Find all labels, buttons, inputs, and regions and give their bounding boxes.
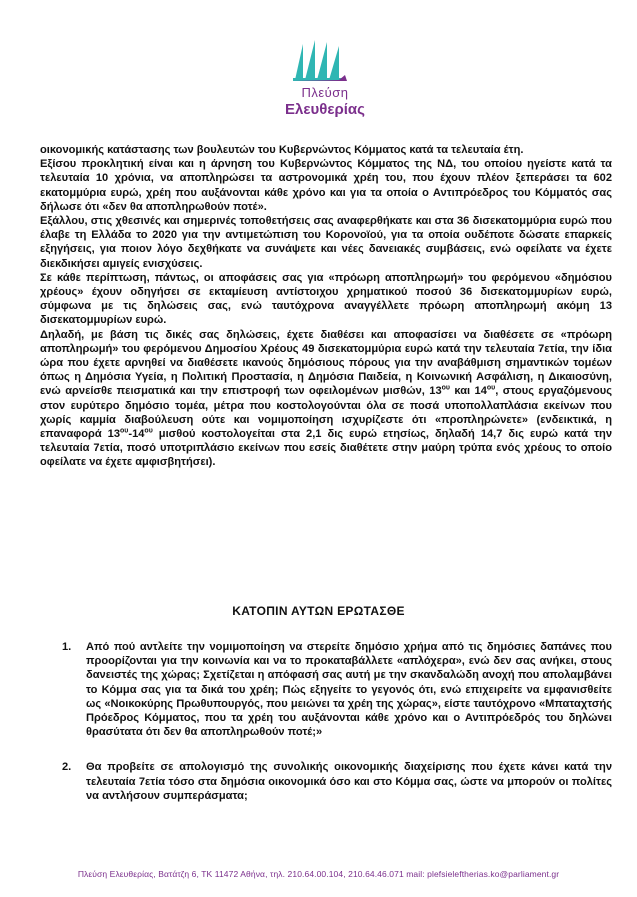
party-logo <box>275 40 365 130</box>
question-text: Από πού αντλείτε την νομιμοποίηση να στερείτε δημόσιο χρήμα από τις δημόσιες δαπάνες που προορίζονται για την κοινωνία και να το προκαταβάλλετε «απλόχερα», ενώ δεν σας ανήκει, στους δανειστές της χώρας; Σχετίζεται η απόφασή σας αυτή με την σκανδαλώδη ανοχή που απολαμβάνει το Κόμμα σας για τα δικά του χρέη; Πώς εξηγείτε το γεγονός ότι, ενώ επιχειρείτε να εμφανισθείτε ως «Νοικοκύρης Πρωθυπουργός, που μειώνει τα χρέη της χώρας», είστε ταυτόχρονο «Μπαταχτσής Πρόεδρος Κόμματος, που τα χρέη του αυξάνονται κάθε χρόνο και ο Αντιπρόεδρός του δηλώνει θρασύτατα ότι δεν θα αποπληρωθούν ποτέ;» <box>86 641 612 739</box>
superscript: ου <box>441 384 450 392</box>
footer-contact: Πλεύση Ελευθερίας, Βατάτζη 6, ΤΚ 11472 Αθήνα, τηλ. 210.64.00.104, 210.64.46.071 mail: plefsieleftherias.ko@parliament.gr <box>77 869 560 879</box>
paragraph: Σε κάθε περίπτωση, πάντως, οι αποφάσεις σας για «πρόωρη αποπληρωμή» του φερόμενου «δημόσιου χρέους» έχουν οδηγήσει σε εκταμίευση αντίστοιχου χρηματικού ποσού 36 δισεκατομμυρίων ευρώ, σύμφωνα με τις δηλώσεις σας, ενώ ταυτόχρονα αναγγέλλετε πρόωρη αποπληρωμή ακόμη 13 δισεκατομμυρίων ευρώ. <box>40 271 612 327</box>
questions-list <box>40 640 612 803</box>
superscript: ου <box>486 384 496 392</box>
logo-text-line2: Ελευθερίας <box>285 101 365 118</box>
superscript: ου <box>120 427 129 435</box>
paragraph: Εξάλλου, στις χθεσινές και σημερινές τοποθετήσεις σας αναφερθήκατε και στα 36 δισεκατομμύρια ευρώ που έλαβε τη Ελλάδα το 2020 για την αντιμετώπιση του Κορονοϊού, για τα οποία ουδέποτε δώσατε επαρκείς εξηγήσεις, για ποιον λόγο δεχθήκατε να συνάψετε και νέες δανειακές συμβάσεις, ενώ οφείλατε να έχετε διεκδικήσει αμιγείς ενισχύσεις. <box>40 215 612 270</box>
text-span: Δηλαδή, με βάση τις δικές σας δηλώσεις, έχετε διαθέσει και αποφασίσει να διαθέσετε σε «πρόωρη αποπληρωμή» του φερόμενου Δημοσίου Χρέους 49 δισεκατομμύρια ευρώ κατά την τελευταία 7ετία, την ίδια ώρα που έχετε αρνηθεί να διαθέσετε ικανούς δημόσιους πόρους για την αναβάθμιση σημαντικών τομέων όπως η Δημόσια Υγεία, η Πολιτική Προστασία, η Δημόσια Παιδεία, η Κοινωνική Ασφάλιση, η Δικαιοσύνη, ενώ αρνείσθε πεισματικά και την επιστροφή των οφειλομένων μισθών, 13 <box>40 328 612 398</box>
section-heading: ΚΑΤΟΠΙΝ ΑΥΤΩΝ ΕΡΩΤΑΣΘΕ <box>232 604 405 618</box>
paragraph: Εξίσου προκλητική είναι και η άρνηση του Κυβερνώντος Κόμματος της ΝΔ, του οποίου ηγείστε κατά τα τελευταία 10 χρόνια, να αποπληρώσει τα αστρονομικά χρέη του, που έχουν πλέον ξεπεράσει τα 602 εκατομμύρια ευρώ, χρέη που αυξάνονται κάθε χρόνο και για τα οποία ο Αντιπρόεδρος του Κόμματός σας δήλωσε ότι «δεν θα αποπληρωθούν ποτέ». <box>40 158 612 213</box>
question-item <box>40 760 612 803</box>
paragraph <box>40 328 612 470</box>
question-text: Θα προβείτε σε απολογισμό της συνολικής οικονομικής διαχείρισης που έχετε κάνει κατά την τελευταία 7ετία τόσο στα δημόσια οικονομικά όσο και στο Κόμμα σας, ώστε να μπορούν οι πολίτες να αντλήσουν συμπεράσματα; <box>86 761 612 802</box>
question-item <box>40 640 612 739</box>
superscript: ου <box>144 427 153 435</box>
text-span: -14 <box>128 428 145 441</box>
question-number: 1. <box>62 641 72 653</box>
text-span: , στους εργαζόμενους στον ευρύτερο δημόσιο τομέα, μέτρα που κοστολογούνται όλα σε ποσά υποπολλαπλάσια εκείνων που χωρίς καμμία διαβούλευση ούτε και νομιμοποίηση ισχυρίζεστε ότι «προπληρώνετε» (ενδεικτικά, η επαναφορά 13 <box>40 385 612 441</box>
paragraph: οικονομικής κατάστασης των βουλευτών του Κυβερνώντος Κόμματος κατά τα τελευταία έτη. <box>40 144 524 156</box>
text-span: και 14 <box>449 385 487 398</box>
question-number: 2. <box>62 761 72 774</box>
logo-text-line1: Πλεύση <box>301 85 349 100</box>
sails-logo-icon <box>287 40 351 82</box>
text-span: μισθού κοστολογείται στα 2,1 δις ευρώ ετησίως, δηλαδή 14,7 δις ευρώ κατά την τελευταία 7ετία, ποσό υποτριπλάσιο εκείνων που εσείς διαθέτετε στην μαύρη τρύπα ενός χρέους το οποίο οφείλατε να έχετε αμφισβητήσει). <box>40 428 612 469</box>
document-body <box>40 143 612 470</box>
